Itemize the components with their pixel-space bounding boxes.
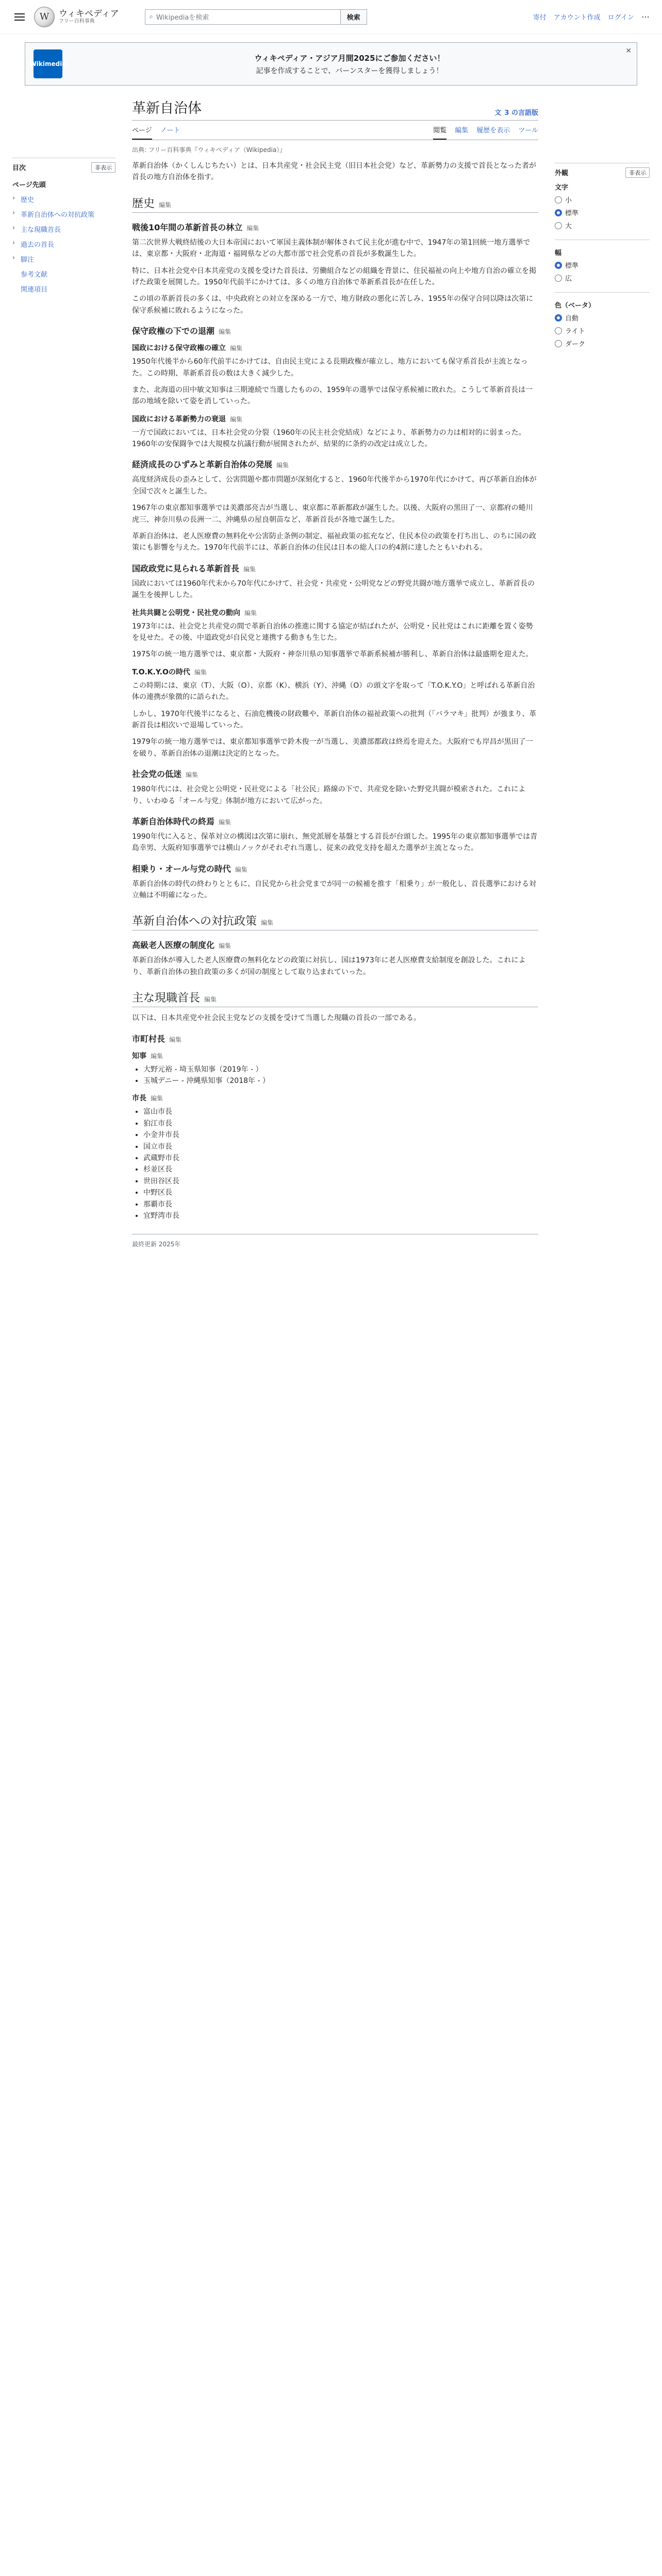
chevron-right-icon[interactable]: › <box>12 254 15 262</box>
toc-item[interactable] <box>12 222 115 236</box>
site-header <box>0 0 662 34</box>
heading-text: 革新自治体時代の終焉 <box>132 816 215 826</box>
edit-section-link[interactable]: 編集 <box>186 771 198 779</box>
page-title: 革新自治体 <box>132 100 202 116</box>
tab-edit[interactable]: 編集 <box>455 127 469 134</box>
search-button[interactable]: 検索 <box>341 9 367 25</box>
language-button[interactable] <box>494 107 538 117</box>
paragraph <box>132 265 538 289</box>
edit-section-link[interactable]: 編集 <box>230 415 243 423</box>
toc-hide-button[interactable]: 非表示 <box>91 162 115 173</box>
color-label: 色（ベータ） <box>555 302 595 310</box>
paragraph <box>132 680 538 703</box>
chevron-right-icon[interactable] <box>12 284 18 294</box>
tab-read[interactable]: 閲覧 <box>433 125 446 140</box>
language-count: 3 の言語版 <box>504 109 538 117</box>
radio-icon[interactable] <box>555 314 562 321</box>
section-heading <box>132 607 538 618</box>
paragraph <box>132 621 538 644</box>
wikipedia-globe-icon: W <box>34 7 55 27</box>
toc-item[interactable] <box>12 236 115 251</box>
tab-history[interactable]: 履歴を表示 <box>476 127 510 134</box>
section-heading <box>132 667 538 677</box>
paragraph-text: 高度経済成長の歪みとして、公害問題や都市問題が深刻化すると、1960年代後半から1970年代にかけて、再び革新自治体が全国で次々と誕生した。 <box>132 476 537 496</box>
paragraph-text: 1967年の東京都知事選挙では美濃部亮吉が当選し、東京都に革新都政が誕生した。以後、大阪府の黒田了一、京都府の蜷川虎三、神奈川県の長洲一二、沖縄県の屋良朝苗など、革新首長が各地で誕生した。 <box>132 504 533 524</box>
edit-section-link[interactable]: 編集 <box>151 1095 163 1103</box>
edit-section-link[interactable]: 編集 <box>246 224 259 232</box>
paragraph <box>132 831 538 854</box>
paragraph <box>132 474 538 497</box>
toc-item-label: 主な現職首長 <box>21 226 61 234</box>
paragraph-text: 1980年代には、社会党と公明党・民社党による「社公民」路線の下で、共産党を除いた野党共闘が模索された。これにより、いわゆる「オール与党」体制が地方において広がった。 <box>132 785 526 805</box>
list-item[interactable]: • 国立市長 <box>143 1141 538 1153</box>
paragraph-text: 1950年代後半から60年代前半にかけては、自由民主党による長期政権が確立し、地方においても保守系首長が主流となった。この時期、革新系首長の数は大きく減少した。 <box>132 358 528 378</box>
paragraph <box>132 502 538 526</box>
heading-text: 国政における革新勢力の衰退 <box>132 415 226 423</box>
paragraph-text: しかし、1970年代後半になると、石油危機後の財政難や、革新自治体の福祉政策への批判（「バラマキ」批判）が強まり、革新首長は相次いで退場していった。 <box>132 709 537 730</box>
heading-text: 相乗り・オール与党の時代 <box>132 863 231 874</box>
more-options-icon[interactable]: ⋯ <box>641 12 650 22</box>
radio-icon[interactable] <box>555 222 562 229</box>
paragraph-text: この時期には、東京（T）、大阪（O）、京都（K）、横浜（Y）、沖縄（O）の頭文字を取って「T.O.K.Y.O」と呼ばれる革新自治体の連携が象徴的に語られた。 <box>132 681 535 702</box>
user-links <box>533 12 650 22</box>
section-heading <box>132 1093 538 1103</box>
edit-section-link[interactable]: 編集 <box>159 201 172 209</box>
edit-section-link[interactable]: 編集 <box>244 609 257 617</box>
edit-section-link[interactable]: 編集 <box>230 345 243 352</box>
wikimedia-logo: Wikimedia <box>34 49 62 78</box>
paragraph-text: この頃の革新首長の多くは、中央政府との対立を深める一方で、地方財政の悪化に苦しみ、1955年の保守合同以降は次第に保守系候補に敗れるようになった。 <box>132 295 534 315</box>
banner-line-2: 記事を作成することで、バーンスターを獲得しましょう！ <box>256 66 443 75</box>
section-heading <box>132 815 538 827</box>
appearance-panel <box>547 86 650 1248</box>
toc-item-label: 歴史 <box>21 196 35 204</box>
section-heading <box>132 989 538 1007</box>
section-heading <box>132 912 538 930</box>
radio-label: 自動 <box>565 315 579 323</box>
list-item[interactable]: • 宜野湾市長 <box>143 1210 538 1222</box>
toc-title: 目次 <box>12 164 26 172</box>
page-footer: 最終更新 2025年 <box>132 1234 538 1248</box>
toc-item[interactable] <box>12 251 115 266</box>
appearance-hide-button[interactable]: 非表示 <box>625 167 650 178</box>
heading-text: 保守政権の下での退潮 <box>132 326 215 336</box>
section-heading <box>132 1032 538 1044</box>
paragraph-text: 以下は、日本共産党や社会民主党などの支援を受けて当選した現職の首長の一部である。 <box>132 1014 421 1023</box>
radio-icon[interactable] <box>555 209 562 216</box>
radio-option[interactable] <box>555 273 650 283</box>
radio-label: 標準 <box>565 210 579 217</box>
paragraph <box>132 649 538 660</box>
paragraph-text: また、北海道の田中敏文知事は三期連続で当選したものの、1959年の選挙では保守系候補に敗れた。こうして革新首長は一部の地域を除いて姿を消していった。 <box>132 385 533 406</box>
toc-item-label: 過去の首長 <box>21 241 55 249</box>
radio-label: 大 <box>565 223 572 230</box>
chevron-right-icon[interactable]: › <box>12 224 15 232</box>
search-placeholder: Wikipediaを検索 <box>156 14 209 22</box>
paragraph-text: 一方で国政においては、日本社会党の分裂（1960年の民主社会党結成）などにより、革新勢力の力は相対的に弱まった。1960年の安保闘争では大規模な抗議行動が展開されたが、結果的に条約の改定は成立した。 <box>132 428 526 449</box>
paragraph <box>132 237 538 260</box>
heading-text: 市長 <box>132 1094 146 1103</box>
list-item[interactable]: • 玉城デニー - 沖縄県知事（2018年 - ） <box>143 1075 538 1087</box>
list-item[interactable]: • 世田谷区長 <box>143 1176 538 1187</box>
paragraph-text: 革新自治体は、老人医療費の無料化や公害防止条例の制定、福祉政策の拡充など、住民本位の政策を打ち出し、のちに国の政策にも影響を与えた。1970年代前半には、革新自治体の住民は日本の総人口の約4割に達したともいわれる。 <box>132 532 536 552</box>
paragraph-text: 第二次世界大戦終結後の大日本帝国において軍国主義体制が解体されて民主化が進む中で、1947年の第1回統一地方選挙では、東京都・大阪府・北海道・福岡県などの大都市部で社会党系の首長が多数誕生した。 <box>132 238 531 259</box>
heading-text: 高級老人医療の制度化 <box>132 940 215 951</box>
create-account-link[interactable]: アカウント作成 <box>553 14 601 22</box>
edit-section-link[interactable]: 編集 <box>204 996 217 1004</box>
heading-text: 社会党の低迷 <box>132 769 182 779</box>
edit-section-link[interactable]: 編集 <box>276 462 289 469</box>
paragraph-text: 革新自治体が導入した老人医療費の無料化などの政策に対抗し、国は1973年に老人医療費支給制度を創設した。これにより、革新自治体の独自政策の多くが国の制度として取り込まれていった。 <box>132 956 526 976</box>
heading-text: 市町村長 <box>132 1033 166 1044</box>
list-item[interactable]: • 小金井市長 <box>143 1129 538 1141</box>
paragraph-text: 国政においては1960年代末から70年代にかけて、社会党・共産党・公明党などの野党共闘が地方選挙で成立し、革新首長の誕生を後押しした。 <box>132 579 535 600</box>
article-content <box>124 86 547 1248</box>
list-item[interactable]: • 富山市長 <box>143 1106 538 1117</box>
list-item[interactable]: • 中野区長 <box>143 1187 538 1198</box>
paragraph <box>132 384 538 408</box>
paragraph <box>132 736 538 759</box>
main-menu-button[interactable] <box>12 10 27 24</box>
article-sections <box>132 195 538 1222</box>
logo-subtitle: フリー百科事典 <box>59 19 95 25</box>
appearance-title: 外観 <box>555 170 569 177</box>
toc-item[interactable] <box>12 192 115 207</box>
paragraph-text: 1973年には、社会党と共産党の間で革新自治体の推進に関する協定が結ばれたが、公明党・民社党はこれに距離を置く姿勢を見せた。その後、中道政党が自民党と連携する動きも生じた。 <box>132 622 533 642</box>
tab-talk[interactable]: ノート <box>160 127 180 134</box>
width-label: 幅 <box>555 249 562 257</box>
edit-section-link[interactable]: 編集 <box>151 1052 163 1060</box>
radio-option[interactable] <box>555 338 650 348</box>
radio-option[interactable] <box>555 313 650 323</box>
section-heading <box>132 195 538 213</box>
heading-text: T.O.K.Y.Oの時代 <box>132 668 190 676</box>
bullet-list <box>143 1064 538 1087</box>
paragraph <box>132 878 538 902</box>
text-size-label: 文字 <box>555 184 569 192</box>
edit-section-link[interactable]: 編集 <box>243 565 256 573</box>
heading-text: 主な現職首長 <box>132 992 201 1005</box>
radio-option[interactable] <box>555 326 650 335</box>
section-heading <box>132 862 538 874</box>
list-item[interactable]: • 武蔵野市長 <box>143 1153 538 1164</box>
toc-item[interactable] <box>12 266 115 281</box>
chevron-right-icon[interactable] <box>12 269 18 279</box>
radio-label: ダーク <box>565 341 586 348</box>
toc-sidebar <box>12 86 124 1248</box>
article-intro: 革新自治体（かくしんじちたい）とは、日本共産党・社会民主党（旧日本社会党）など、革新勢力の支援で首長となった者が首長の地方自治体を指す。 <box>132 162 536 182</box>
radio-label: ライト <box>565 328 585 335</box>
paragraph <box>132 955 538 978</box>
logo-title: ウィキペディア <box>59 8 119 19</box>
paragraph-text: 1979年の統一地方選挙では、東京都知事選挙で鈴木俊一が当選し、美濃部都政は終焉を迎えた。大阪府でも岸昌が黒田了一を破り、革新自治体の退潮は決定的となった。 <box>132 738 533 758</box>
paragraph <box>132 427 538 450</box>
donate-link[interactable]: 寄付 <box>533 14 547 22</box>
paragraph-text: 1990年代に入ると、保革対立の構図は次第に崩れ、無党派層を基盤とする首長が台頭した。1995年の東京都知事選挙では青島幸男、大阪府知事選挙では横山ノックがそれぞれ当選し、従来の政党支持を超えた選挙が主流となった。 <box>132 832 538 853</box>
edit-section-link[interactable]: 編集 <box>219 818 231 826</box>
toc-item-label: 参考文献 <box>21 271 48 279</box>
paragraph <box>132 784 538 807</box>
site-notice-banner <box>25 42 637 86</box>
section-heading <box>132 458 538 470</box>
radio-label: 小 <box>565 197 572 205</box>
toc-item-label: 関連項目 <box>21 286 48 294</box>
toc-item[interactable] <box>12 281 115 296</box>
edit-section-link[interactable]: 編集 <box>261 919 274 927</box>
bullet-list <box>143 1106 538 1222</box>
edit-section-link[interactable]: 編集 <box>235 866 247 873</box>
login-link[interactable]: ログイン <box>607 14 634 22</box>
list-item[interactable]: • 大野元裕 - 埼玉県知事（2019年 - ） <box>143 1064 538 1075</box>
edit-section-link[interactable]: 編集 <box>169 1036 182 1043</box>
article-tagline: 出典: フリー百科事典『ウィキペディア（Wikipedia）』 <box>132 146 286 154</box>
chevron-right-icon[interactable]: › <box>12 209 15 217</box>
heading-text: 革新自治体への対抗政策 <box>132 915 257 928</box>
list-item[interactable]: • 杉並区長 <box>143 1164 538 1175</box>
toc-item[interactable] <box>12 177 115 192</box>
radio-icon[interactable] <box>555 196 562 204</box>
paragraph-text: 革新自治体の時代の終わりとともに、自民党から社会党までが同一の候補を推す「相乗り」が一般化し、首長選挙における対立軸は不明確になった。 <box>132 879 536 900</box>
radio-icon[interactable] <box>555 275 562 282</box>
banner-line-1[interactable]: ウィキペディア・アジア月間2025にご参加ください！ <box>254 53 445 63</box>
section-heading <box>132 414 538 424</box>
toc-item-label: 革新自治体への対抗政策 <box>21 211 95 219</box>
radio-icon[interactable] <box>555 340 562 347</box>
close-icon[interactable]: ✕ <box>625 47 632 55</box>
toc-item[interactable] <box>12 207 115 222</box>
section-heading <box>132 768 538 779</box>
radio-label: 標準 <box>565 262 579 270</box>
list-item[interactable]: • 那覇市長 <box>143 1199 538 1210</box>
paragraph <box>132 1012 538 1024</box>
edit-section-link[interactable]: 編集 <box>219 942 231 950</box>
radio-option[interactable] <box>555 260 650 270</box>
heading-text: 戦後10年間の革新首長の林立 <box>132 222 243 232</box>
paragraph <box>132 578 538 601</box>
tab-tools[interactable]: ツール <box>518 127 538 134</box>
heading-text: 社共共闘と公明党・民社党の動向 <box>132 608 240 617</box>
section-heading <box>132 325 538 336</box>
chevron-right-icon[interactable]: › <box>12 239 15 247</box>
toc-item-label: ページ先頭 <box>12 181 46 189</box>
site-logo[interactable] <box>34 7 119 27</box>
section-heading <box>132 562 538 574</box>
toc-item-label: 脚注 <box>21 256 35 264</box>
search-input[interactable] <box>145 9 341 25</box>
heading-text: 国政政党に見られる革新首長 <box>132 563 240 573</box>
tab-page[interactable]: ページ <box>132 125 152 140</box>
paragraph <box>132 708 538 732</box>
heading-text: 国政における保守政権の確立 <box>132 344 226 353</box>
paragraph-text: 特に、日本社会党や日本共産党の支援を受けた首長は、労働組合などの組織を背景に、住民福祉の向上や地方自治の確立を掲げた政策を展開した。1950年代前半にかけては、多くの地方自治体で革新系首長が在任した。 <box>132 266 536 286</box>
language-icon: 文 <box>494 109 502 117</box>
edit-section-link[interactable]: 編集 <box>219 328 231 336</box>
heading-text: 経済成長のひずみと革新自治体の発展 <box>132 460 273 470</box>
heading-text: 知事 <box>132 1052 146 1060</box>
section-heading <box>132 343 538 353</box>
heading-text: 歴史 <box>132 197 155 210</box>
paragraph <box>132 356 538 379</box>
section-heading <box>132 939 538 951</box>
radio-icon[interactable] <box>555 327 562 334</box>
edit-section-link[interactable]: 編集 <box>194 668 207 676</box>
search-icon: ⌕ <box>149 13 153 21</box>
list-item[interactable]: • 狛江市長 <box>143 1118 538 1129</box>
paragraph-text: 1975年の統一地方選挙では、東京都・大阪府・神奈川県の知事選挙で革新系候補が勝利し、革新自治体は最盛期を迎えた。 <box>132 650 533 659</box>
paragraph <box>132 293 538 316</box>
radio-option[interactable] <box>555 195 650 205</box>
chevron-right-icon[interactable]: › <box>12 194 15 202</box>
search-form <box>145 9 367 25</box>
radio-option[interactable] <box>555 208 650 217</box>
section-heading <box>132 1050 538 1061</box>
radio-option[interactable] <box>555 221 650 230</box>
radio-label: 広 <box>565 275 572 283</box>
paragraph <box>132 531 538 554</box>
radio-icon[interactable] <box>555 262 562 269</box>
section-heading <box>132 221 538 233</box>
